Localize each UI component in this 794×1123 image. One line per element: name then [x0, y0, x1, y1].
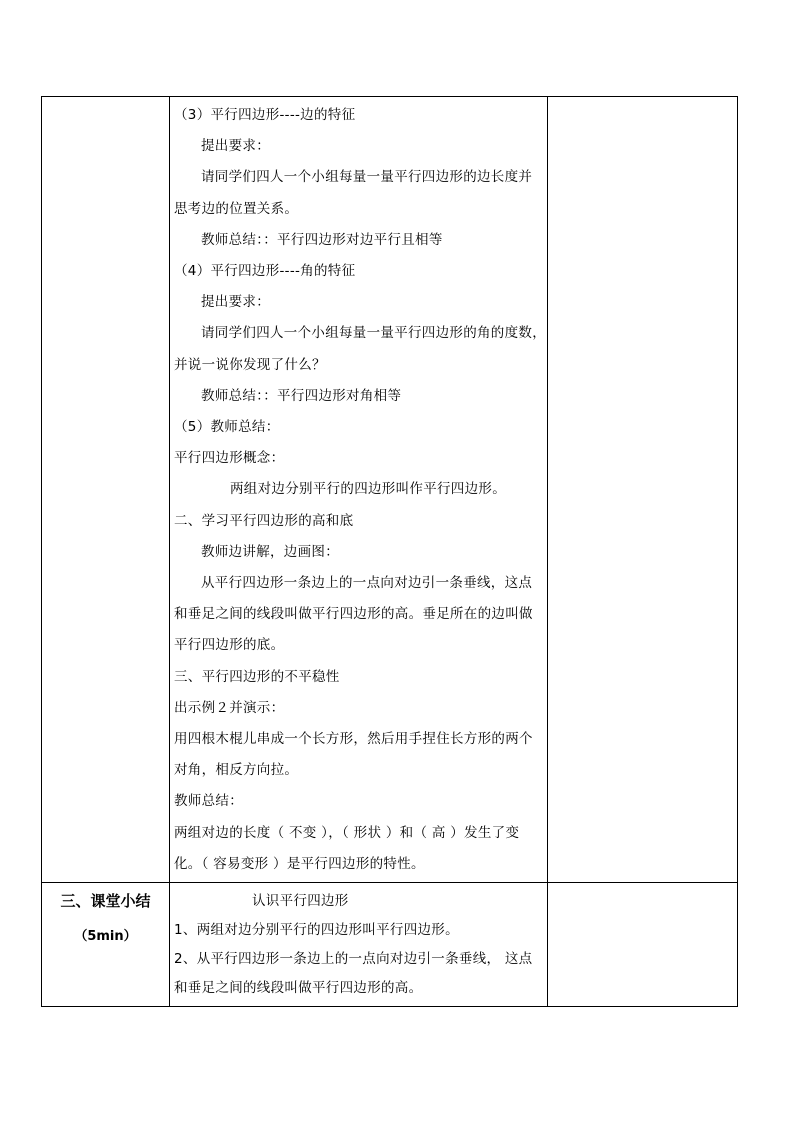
text-line: 思考边的位置关系。	[174, 200, 299, 217]
text-line: 三、平行四边形的不平稳性	[174, 668, 340, 685]
section-time: （5min）	[74, 929, 137, 945]
content-cell	[170, 883, 548, 1006]
text-line: 1、两组对边分别平行的四边形叫平行四边形。	[174, 922, 459, 939]
text-line: 平行四边形概念：	[174, 450, 285, 467]
text-line: 和垂足之间的线段叫做平行四边形的高。	[174, 980, 423, 997]
text-line: 二、学习平行四边形的高和底	[174, 512, 354, 529]
text-line: 教师总结：：平行四边形对角相等	[201, 387, 402, 404]
lesson-table	[41, 96, 738, 1007]
text-line: 请同学们四人一个小组每量一量平行四边形的角的度数，	[201, 325, 546, 342]
text-line: 两组对边的长度（ 不变 ），（ 形状 ）和（ 高 ）发生了变	[174, 824, 520, 841]
text-line: 两组对边分别平行的四边形叫作平行四边形。	[230, 481, 506, 498]
section-title: 三、课堂小结	[60, 892, 151, 911]
text-line: （3）平行四边形----边的特征	[174, 107, 356, 123]
text-line: 教师边讲解，边画图：	[201, 543, 339, 560]
section-cell	[42, 883, 170, 1006]
text-line: 提出要求：	[201, 138, 270, 155]
text-line: （5）教师总结：	[174, 419, 280, 436]
table-row	[42, 882, 737, 1006]
text-line: 和垂足之间的线段叫做平行四边形的高。垂足所在的边叫做	[174, 606, 533, 623]
section-cell	[42, 97, 170, 882]
text-line: 并说一说你发现了什么？	[174, 356, 326, 373]
content-cell	[170, 97, 548, 882]
text-line: （4）平行四边形----角的特征	[174, 263, 356, 280]
text-line: 用四根木棍儿串成一个长方形，然后用手捏住长方形的两个	[174, 731, 533, 748]
notes-cell	[548, 97, 737, 882]
text-line: 教师总结：	[174, 793, 243, 810]
text-line: 2、从平行四边形一条边上的一点向对边引一条垂线， 这点	[174, 951, 533, 968]
text-line: 平行四边形的底。	[174, 637, 285, 654]
table-row	[42, 97, 737, 882]
text-line: 请同学们四人一个小组每量一量平行四边形的边长度并	[201, 169, 533, 186]
text-line: 从平行四边形一条边上的一点向对边引一条垂线，这点	[201, 575, 533, 592]
text-line: 出示例２并演示：	[174, 699, 285, 716]
text-line: 对角，相反方向拉。	[174, 762, 299, 779]
text-line: 提出要求：	[201, 294, 270, 311]
summary-title: 认识平行四边形	[252, 893, 349, 910]
text-line: 化。（ 容易变形 ）是平行四边形的特性。	[174, 855, 425, 872]
text-line: 教师总结：：平行四边形对边平行且相等	[201, 231, 443, 248]
notes-cell	[548, 883, 737, 1006]
